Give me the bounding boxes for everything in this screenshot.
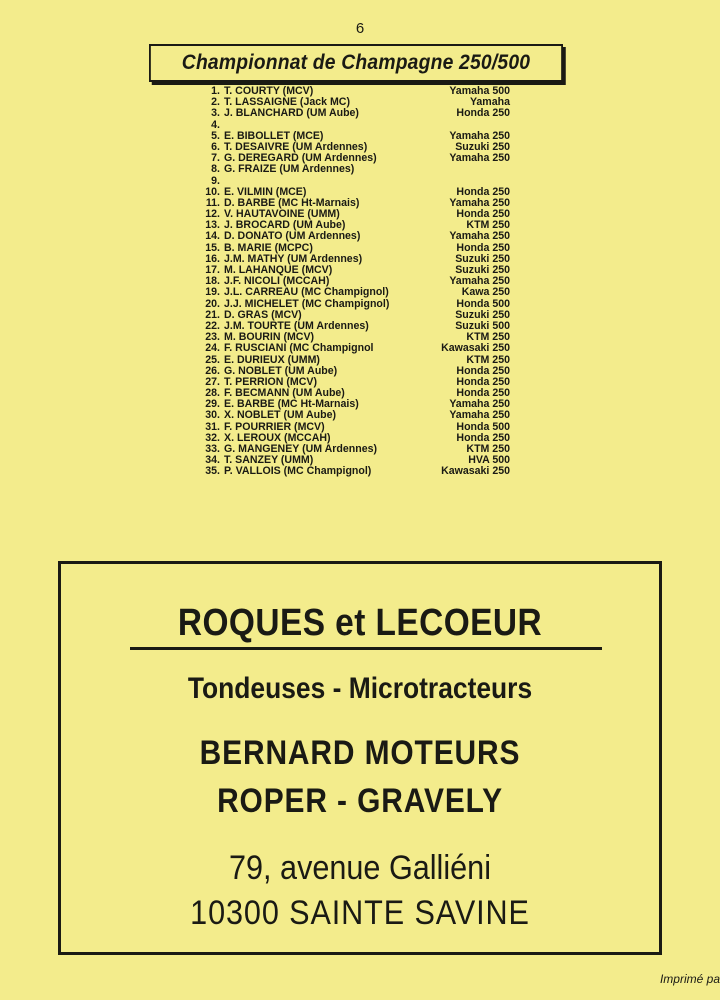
result-rider: M. LAHANQUE (MCV) — [224, 264, 333, 276]
result-rider: T. COURTY (MCV) — [224, 85, 314, 97]
result-bike: Suzuki 500 — [455, 319, 510, 332]
result-rank: 20. — [205, 297, 220, 310]
result-row — [190, 176, 510, 187]
result-row — [190, 231, 510, 242]
result-rider: J. BLANCHARD (UM Aube) — [224, 107, 359, 120]
result-bike: Honda 250 — [456, 364, 510, 377]
result-bike: Suzuki 250 — [455, 140, 510, 153]
result-rider: T. DESAIVRE (UM Ardennes) — [224, 140, 368, 153]
result-bike: Yamaha 250 — [449, 230, 510, 243]
result-bike: Honda 250 — [456, 431, 510, 444]
result-rank: 10. — [205, 185, 220, 198]
result-rank: 16. — [205, 252, 220, 265]
result-rider: P. VALLOIS (MC Champignol) — [224, 465, 372, 478]
result-rank: 17. — [205, 264, 220, 276]
result-rank: 2. — [211, 96, 220, 109]
result-bike: Yamaha 250 — [449, 129, 510, 142]
result-bike: KTM 250 — [466, 353, 510, 366]
result-rider: T. LASSAIGNE (Jack MC) — [224, 96, 350, 109]
result-rider: D. GRAS (MCV) — [224, 308, 302, 321]
result-bike: Yamaha 250 — [449, 409, 510, 422]
printer-credit: Imprimé pa — [659, 972, 720, 986]
result-bike: Honda 500 — [456, 420, 510, 433]
result-rank: 31. — [205, 420, 220, 433]
result-rank: 32. — [205, 431, 220, 444]
result-rank: 21. — [205, 308, 220, 321]
ad-company-name: ROQUES et LECOEUR — [177, 602, 543, 644]
ad-street-address: 79, avenue Galliéni — [229, 849, 491, 887]
result-rank: 9. — [211, 174, 220, 187]
result-rank: 27. — [205, 375, 220, 388]
title-text: Championnat de Champagne 250/500 — [181, 51, 531, 74]
result-bike: KTM 250 — [466, 331, 510, 344]
result-rider: J.M. MATHY (UM Ardennes) — [224, 252, 363, 265]
result-rider: M. BOURIN (MCV) — [224, 331, 315, 344]
result-row — [190, 466, 510, 477]
result-bike: Yamaha 250 — [449, 196, 510, 209]
result-rider: B. MARIE (MCPC) — [224, 241, 313, 254]
advertisement — [58, 561, 662, 955]
result-rider: E. BARBE (MC Ht-Marnais) — [224, 398, 359, 411]
result-rank: 19. — [205, 286, 220, 299]
result-rider: X. NOBLET (UM Aube) — [224, 409, 337, 422]
ad-products: Tondeuses - Microtracteurs — [187, 672, 533, 705]
result-rider: G. DEREGARD (UM Ardennes) — [224, 152, 377, 165]
result-rank: 33. — [205, 443, 220, 455]
result-rider: T. SANZEY (UMM) — [224, 454, 314, 467]
ad-brand-2: ROPER - GRAVELY — [217, 782, 503, 820]
result-rider: E. BIBOLLET (MCE) — [224, 129, 324, 142]
result-bike: Kawasaki 250 — [441, 342, 510, 355]
result-rider: F. POURRIER (MCV) — [224, 420, 325, 433]
result-bike: Yamaha 250 — [449, 398, 510, 411]
result-rank: 3. — [211, 107, 220, 120]
result-bike: Suzuki 250 — [455, 252, 510, 265]
result-rank: 5. — [211, 129, 220, 142]
result-bike: Kawa 250 — [461, 286, 510, 299]
result-bike: Yamaha 250 — [449, 275, 510, 288]
result-rank: 23. — [205, 331, 220, 344]
result-rank: 8. — [211, 163, 220, 176]
result-bike: Honda 250 — [456, 107, 510, 120]
result-bike: Honda 500 — [456, 297, 510, 310]
result-rank: 13. — [205, 219, 220, 232]
result-rider: X. LEROUX (MCCAH) — [224, 431, 331, 444]
result-rank: 1. — [211, 85, 220, 97]
result-bike: Honda 250 — [456, 185, 510, 198]
result-rider: J.F. NICOLI (MCCAH) — [224, 275, 330, 288]
result-bike: Honda 250 — [456, 387, 510, 400]
result-bike: Honda 250 — [456, 241, 510, 254]
result-row — [190, 108, 510, 119]
result-rank: 28. — [205, 387, 220, 400]
result-rider: T. PERRION (MCV) — [224, 375, 317, 388]
result-bike: Yamaha — [469, 96, 510, 109]
result-rank: 4. — [211, 118, 220, 131]
result-rider: D. DONATO (UM Ardennes) — [224, 230, 361, 243]
result-row — [190, 355, 510, 366]
result-rider: J.L. CARREAU (MC Champignol) — [224, 286, 389, 299]
result-rider: J. BROCARD (UM Aube) — [224, 219, 346, 232]
result-row — [190, 343, 510, 354]
result-rank: 29. — [205, 398, 220, 411]
result-row — [190, 287, 510, 298]
result-bike: Honda 250 — [456, 375, 510, 388]
result-rank: 25. — [205, 353, 220, 366]
result-bike: HVA 500 — [468, 454, 510, 467]
result-rank: 12. — [205, 208, 220, 221]
result-rank: 7. — [211, 152, 220, 165]
ad-city-address: 10300 SAINTE SAVINE — [190, 894, 530, 932]
result-rider: D. BARBE (MC Ht-Marnais) — [224, 196, 360, 209]
page-title — [149, 44, 563, 82]
result-rank: 30. — [205, 409, 220, 422]
result-rider: G. MANGENEY (UM Ardennes) — [224, 443, 378, 455]
result-bike: KTM 250 — [466, 219, 510, 232]
result-rank: 18. — [205, 275, 220, 288]
result-bike: Suzuki 250 — [455, 264, 510, 276]
result-rank: 22. — [205, 319, 220, 332]
ad-brand-1: BERNARD MOTEURS — [199, 734, 521, 772]
result-rider: F. RUSCIANI (MC Champignol — [224, 342, 374, 355]
result-bike: Honda 250 — [456, 208, 510, 221]
result-rider: E. DURIEUX (UMM) — [224, 353, 320, 366]
result-rider: G. NOBLET (UM Aube) — [224, 364, 338, 377]
result-bike: Suzuki 250 — [455, 308, 510, 321]
result-rank: 35. — [205, 465, 220, 478]
results-list — [190, 86, 510, 478]
result-bike: Kawasaki 250 — [441, 465, 510, 478]
result-rank: 24. — [205, 342, 220, 355]
page-number: 6 — [355, 20, 365, 37]
result-rider: J.M. TOURTE (UM Ardennes) — [224, 319, 369, 332]
result-rank: 26. — [205, 364, 220, 377]
ad-underline — [130, 647, 602, 650]
result-rider: J.J. MICHELET (MC Champignol) — [224, 297, 390, 310]
result-row — [190, 164, 510, 175]
result-rider: E. VILMIN (MCE) — [224, 185, 307, 198]
result-rank: 6. — [211, 140, 220, 153]
result-bike: Yamaha 250 — [449, 152, 510, 165]
result-rider: G. FRAIZE (UM Ardennes) — [224, 163, 355, 176]
result-bike: Yamaha 500 — [449, 85, 510, 97]
result-rank: 15. — [205, 241, 220, 254]
result-rider: F. BECMANN (UM Aube) — [224, 387, 345, 400]
result-row — [190, 410, 510, 421]
result-rank: 34. — [205, 454, 220, 467]
result-rider: V. HAUTAVOINE (UMM) — [224, 208, 340, 221]
result-bike: KTM 250 — [466, 443, 510, 455]
result-rank: 14. — [205, 230, 220, 243]
result-rank: 11. — [205, 196, 220, 209]
